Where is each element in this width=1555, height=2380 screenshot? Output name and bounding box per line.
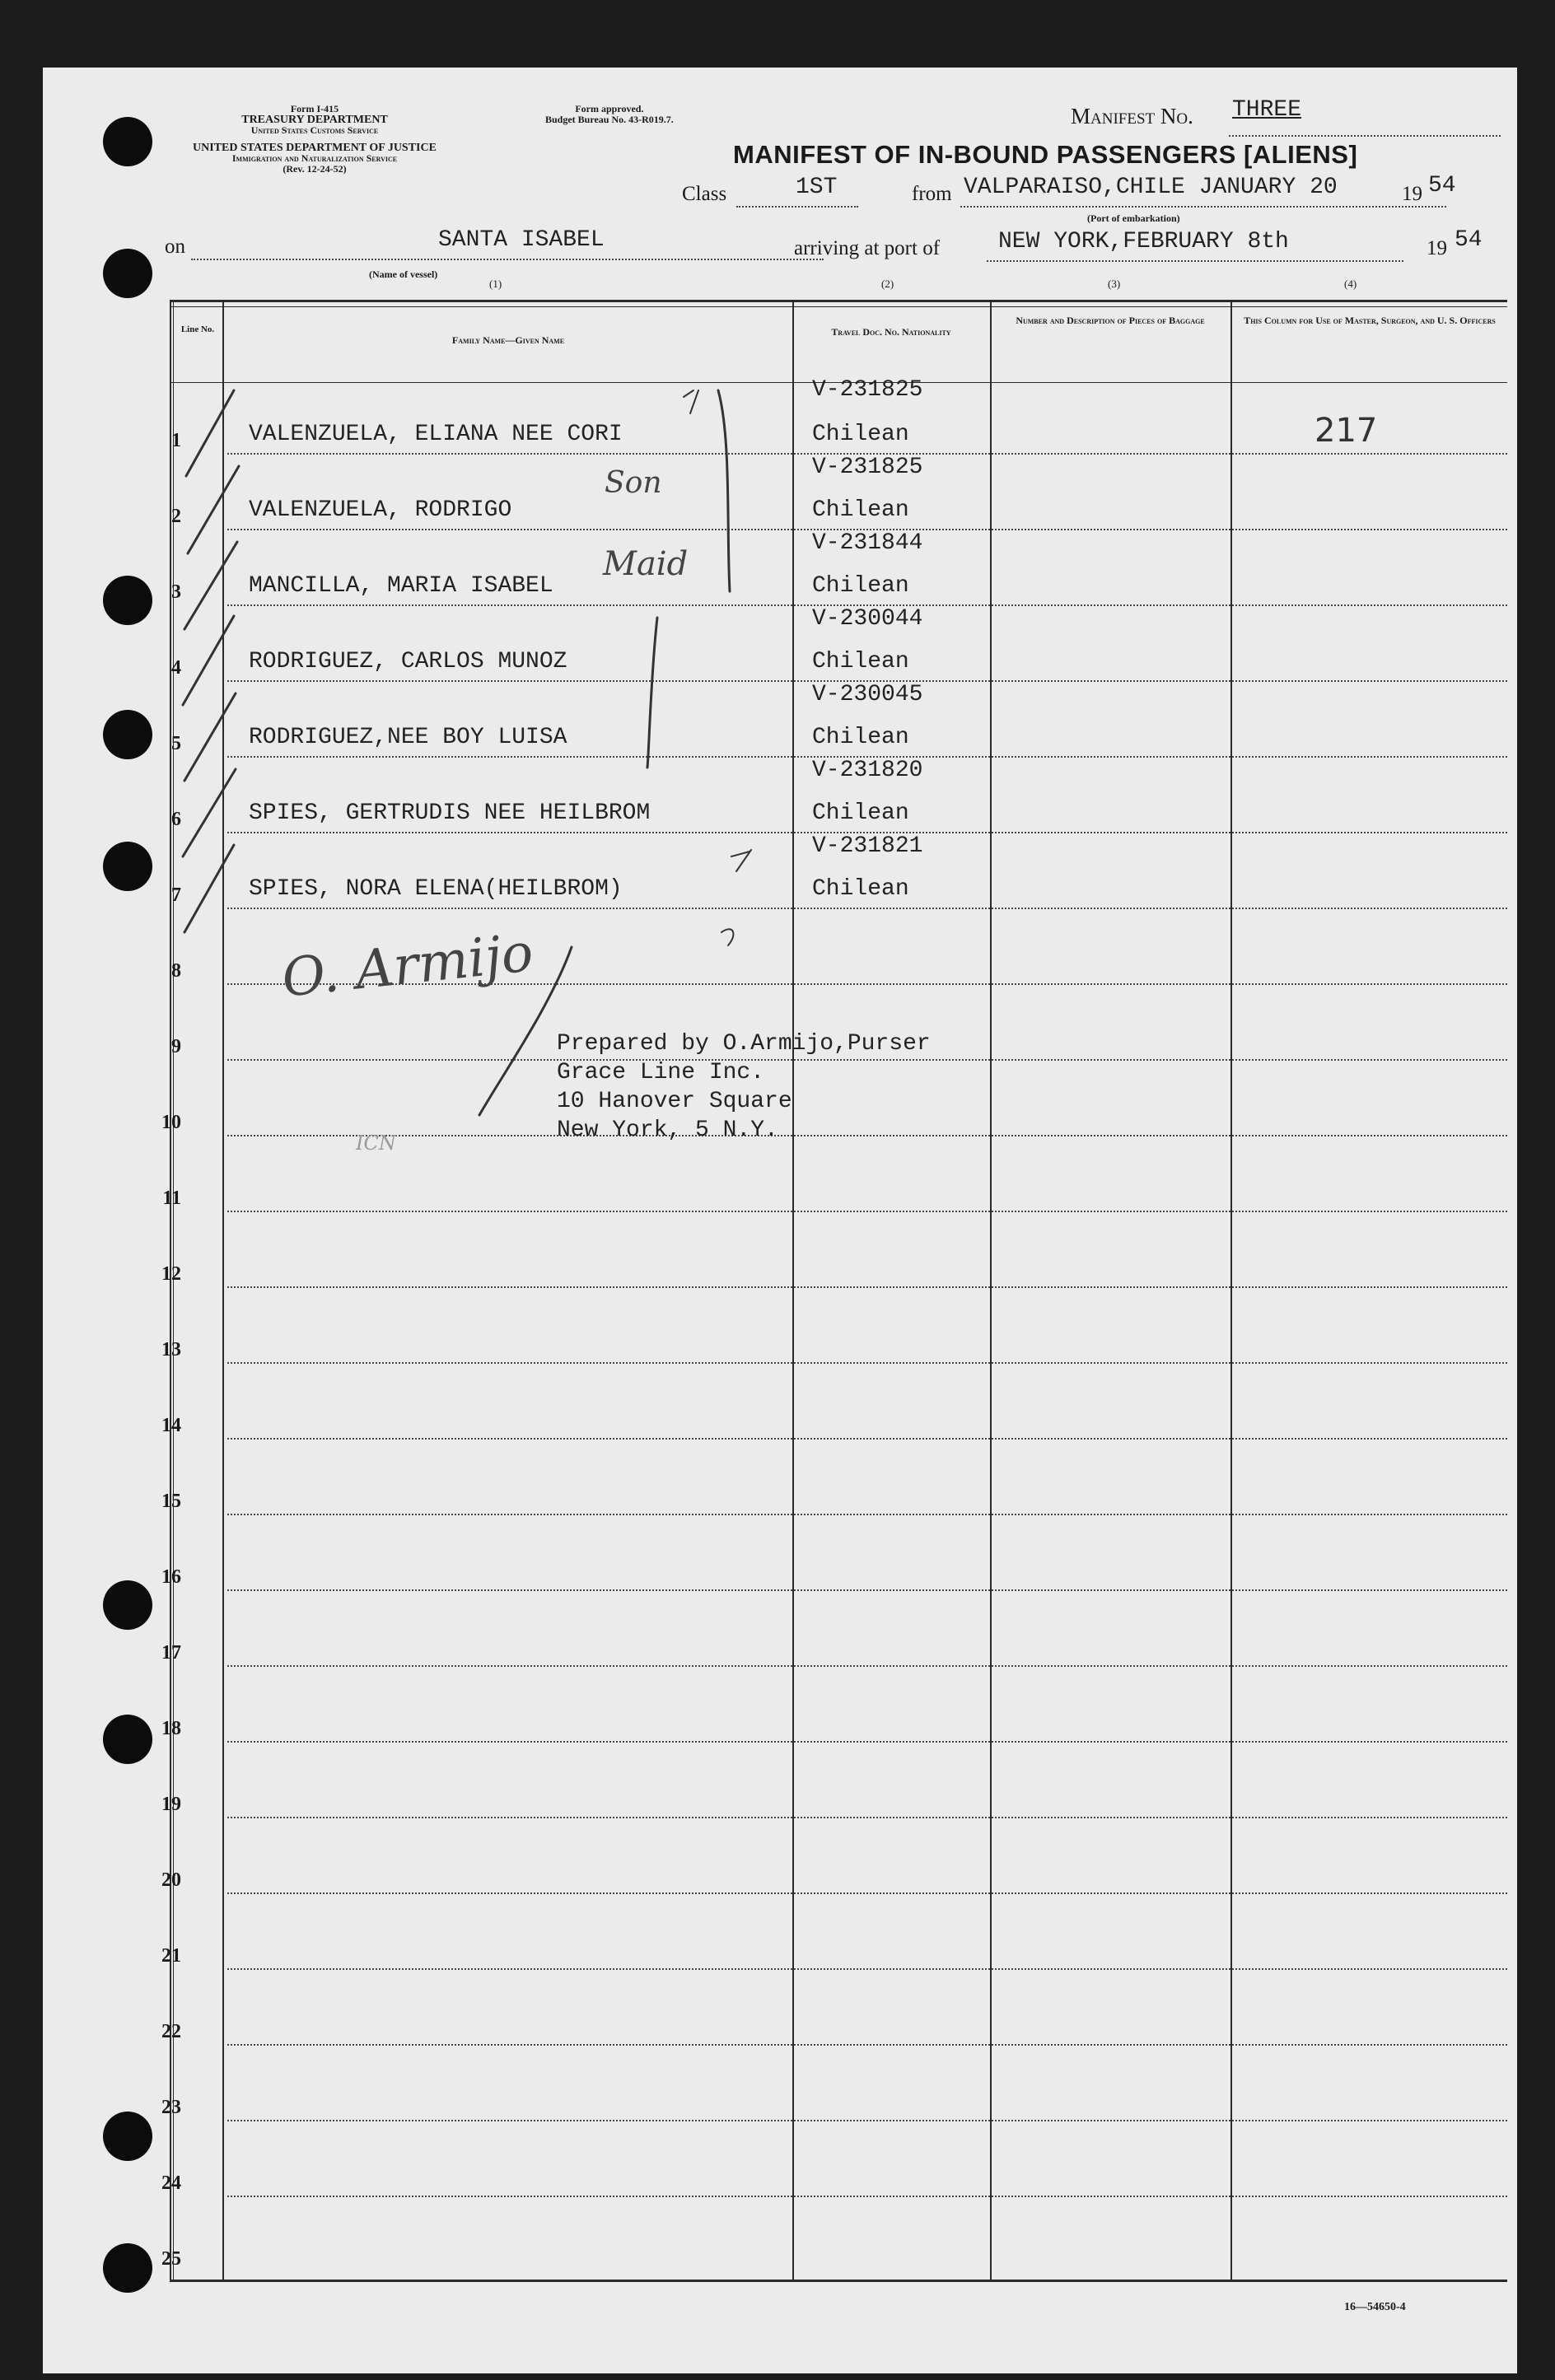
- from-year-prefix: 19: [1402, 183, 1422, 205]
- passenger-name: SPIES, NORA ELENA(HEILBROM): [249, 876, 623, 902]
- bracket-mark: [647, 618, 657, 768]
- justice-dept: UNITED STATES DEPARTMENT OF JUSTICE: [193, 142, 437, 154]
- handwritten-maid: Maid: [603, 545, 689, 583]
- line-number: 9: [171, 1036, 181, 1057]
- ins-service: Immigration and Naturalization Service: [231, 152, 398, 164]
- budget-bureau: Budget Bureau No. 43-R019.7.: [545, 114, 674, 125]
- line-number: 5: [171, 733, 181, 754]
- header-travel-doc: Travel Doc. No. Nationality: [831, 326, 951, 338]
- handwritten-marks: [43, 68, 1517, 2373]
- nationality: Chilean: [812, 497, 909, 523]
- form-number: Form I-415: [290, 103, 339, 114]
- line-number: 24: [161, 2172, 181, 2194]
- arrival-year-prefix: 19: [1427, 237, 1447, 259]
- nationality: Chilean: [812, 422, 909, 447]
- form-approved: Form approved.: [575, 103, 644, 114]
- line-number: 18: [161, 1718, 181, 1739]
- class-value: 1ST: [796, 175, 838, 200]
- check-mark: [183, 769, 236, 856]
- line-number: 16: [161, 1566, 181, 1588]
- hand-mark: [721, 929, 733, 945]
- line-number: 2: [171, 506, 181, 527]
- handwritten-signature: O. Armijo: [278, 922, 536, 1010]
- prepared-line: Grace Line Inc.: [557, 1060, 765, 1085]
- passenger-name: VALENZUELA, ELIANA NEE CORI: [249, 422, 623, 447]
- arriving-label: arriving at port of: [794, 237, 941, 259]
- line-number: 21: [161, 1945, 181, 1967]
- from-year: 54: [1428, 173, 1456, 198]
- line-number: 15: [161, 1491, 181, 1512]
- line-number: 4: [171, 657, 181, 679]
- travel-doc-no: V-231821: [812, 833, 923, 859]
- line-number: 3: [171, 581, 181, 603]
- nationality: Chilean: [812, 573, 909, 599]
- check-mark: [186, 390, 234, 476]
- column-number: (2): [881, 278, 894, 290]
- column-number: (1): [489, 278, 502, 290]
- check-mark: [184, 693, 236, 781]
- header-family-name: Family Name—Given Name: [451, 334, 565, 346]
- port-embark-caption: (Port of embarkation): [1087, 212, 1180, 224]
- manifest-no-value: THREE: [1232, 97, 1302, 123]
- header-line-no: Line No.: [180, 324, 215, 334]
- line-number: 23: [161, 2097, 181, 2118]
- line-number: 6: [171, 809, 181, 830]
- from-label: from: [912, 183, 952, 205]
- travel-doc-no: V-231820: [812, 758, 923, 783]
- prepared-line: Prepared by O.Armijo,Purser: [557, 1031, 931, 1057]
- manifest-title: MANIFEST OF IN-BOUND PASSENGERS [ALIENS]: [733, 140, 1358, 169]
- handwritten-initials: ICN: [356, 1132, 396, 1155]
- class-label: Class: [682, 183, 727, 205]
- revision-date: (Rev. 12-24-52): [283, 163, 347, 175]
- check-mark: [184, 845, 234, 932]
- travel-doc-no: V-231825: [812, 455, 923, 480]
- handwritten-son: Son: [605, 466, 662, 500]
- column-number: (3): [1108, 278, 1121, 290]
- passenger-name: MANCILLA, MARIA ISABEL: [249, 573, 553, 599]
- passenger-name: RODRIGUEZ, CARLOS MUNOZ: [249, 649, 567, 674]
- nationality: Chilean: [812, 649, 909, 674]
- line-number: 22: [161, 2021, 181, 2042]
- line-number: 19: [161, 1794, 181, 1815]
- column-number: (4): [1344, 278, 1357, 290]
- hand-mark: [684, 390, 698, 413]
- passenger-name: SPIES, GERTRUDIS NEE HEILBROM: [249, 800, 651, 826]
- line-number: 14: [161, 1415, 181, 1436]
- nationality: Chilean: [812, 876, 909, 902]
- line-number: 25: [161, 2248, 181, 2270]
- header-officers: This Column for Use of Master, Surgeon, and U. S. Officers: [1244, 315, 1496, 326]
- travel-doc-no: V-231844: [812, 530, 923, 556]
- treasury-dept: TREASURY DEPARTMENT: [241, 114, 388, 126]
- manifest-sheet: [43, 68, 1517, 2373]
- vessel-name: SANTA ISABEL: [438, 227, 605, 253]
- passenger-name: VALENZUELA, RODRIGO: [249, 497, 512, 523]
- footer-code: 16—54650-4: [1344, 2301, 1406, 2313]
- arrival-year: 54: [1455, 227, 1483, 253]
- check-mark: [188, 466, 239, 553]
- travel-doc-no: V-231825: [812, 377, 923, 403]
- passenger-name: RODRIGUEZ,NEE BOY LUISA: [249, 725, 567, 750]
- check-mark: [183, 616, 234, 705]
- line-number: 17: [161, 1642, 181, 1664]
- hand-mark: [731, 850, 751, 871]
- check-mark: [184, 542, 237, 629]
- travel-doc-no: V-230045: [812, 682, 923, 707]
- header-baggage: Number and Description of Pieces of Baggage: [1016, 315, 1205, 326]
- line-number: 20: [161, 1869, 181, 1891]
- line-number: 10: [161, 1112, 181, 1133]
- prepared-line: 10 Hanover Square: [557, 1089, 792, 1114]
- line-number: 13: [161, 1339, 181, 1360]
- nationality: Chilean: [812, 800, 909, 826]
- line-number: 11: [162, 1188, 181, 1209]
- vessel-caption: (Name of vessel): [369, 268, 438, 280]
- signature-tail: [479, 947, 572, 1115]
- arrival-port-date: NEW YORK,FEBRUARY 8th: [998, 229, 1289, 254]
- customs-service: United States Customs Service: [250, 124, 379, 136]
- nationality: Chilean: [812, 725, 909, 750]
- travel-doc-no: V-230044: [812, 606, 923, 632]
- line-number: 7: [171, 884, 181, 906]
- on-label: on: [165, 236, 185, 258]
- prepared-line: New York, 5 N.Y.: [557, 1118, 778, 1143]
- officer-mark: 217: [1315, 412, 1378, 450]
- from-value: VALPARAISO,CHILE JANUARY 20: [964, 175, 1338, 200]
- line-number: 12: [161, 1263, 181, 1285]
- line-number: 1: [171, 430, 181, 451]
- manifest-no-label: Manifest No.: [1071, 104, 1193, 128]
- bracket-mark: [718, 390, 730, 591]
- line-number: 8: [171, 960, 181, 982]
